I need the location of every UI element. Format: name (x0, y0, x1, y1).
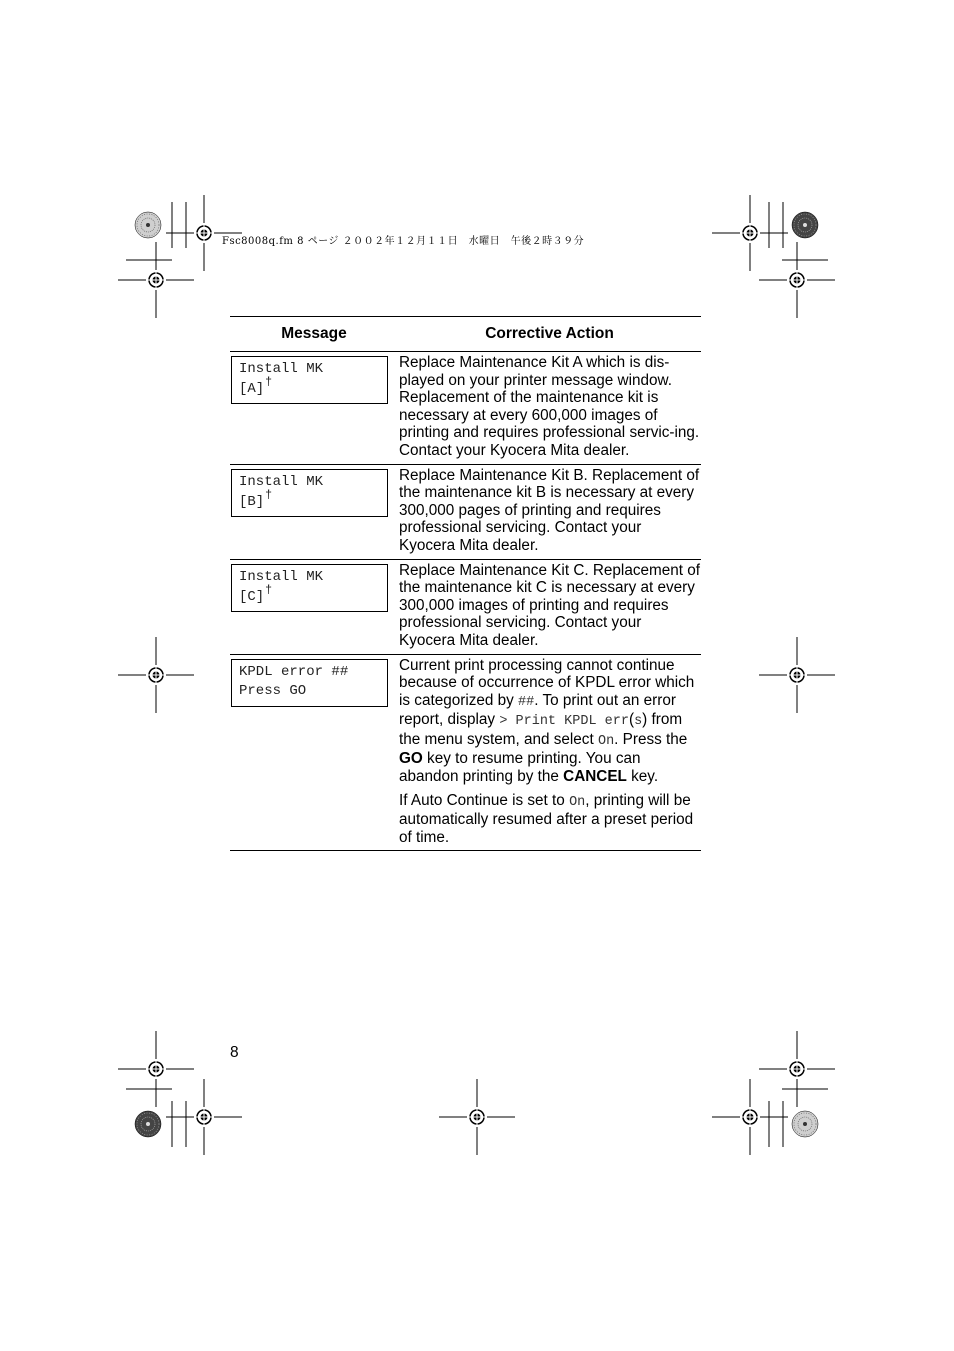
star-target-icon (135, 1111, 161, 1137)
registration-mark-icon (759, 242, 835, 318)
dagger-footnote-mark: † (265, 486, 272, 501)
lcd-line-2: [A] (239, 381, 265, 397)
page-number: 8 (230, 1044, 239, 1061)
registration-mark-icon (166, 1079, 242, 1155)
lcd-message-box (231, 659, 388, 707)
lcd-line-2: Press GO (239, 682, 307, 699)
lcd-message-box (231, 356, 388, 404)
action-paragraph: If Auto Continue is set to On, printing will be automatically resumed after a preset period of time. (399, 791, 694, 846)
table-row (230, 464, 701, 559)
lcd-line-1: Install MK (239, 473, 324, 490)
corrective-action-text: Replace Maintenance Kit C. Replacement of the maintenance kit C is necessary at every 300,000 images of printing and requires professional servicing. Contact your Kyocera Mita dealer. (398, 559, 701, 654)
star-target-icon (135, 212, 161, 238)
table-row (230, 654, 701, 851)
corrective-action-text: Replace Maintenance Kit B. Replacement of the maintenance kit B is necessary at every 300,000 pages of printing and requires professional servicing. Contact your Kyocera Mita dealer. (398, 464, 701, 559)
column-header-corrective-action: Corrective Action (398, 317, 701, 352)
registration-mark-icon (759, 1031, 835, 1107)
registration-mark-icon (118, 1031, 194, 1107)
table-row (230, 559, 701, 654)
lcd-line-2: [B] (239, 493, 265, 510)
file-info-header: Fsc8008q.fm 8 ページ ２００２年１２月１１日 水曜日 午後２時３９分 (222, 236, 585, 247)
message-table (230, 316, 701, 851)
corrective-action-text (398, 654, 701, 851)
dagger-footnote-mark: † (265, 581, 272, 596)
corrective-action-text: Replace Maintenance Kit A which is dis-played on your printer message window. Replacement of the maintenance kit is necessary at every 600,000 images of printing and requires professional servic-ing. Contact your Kyocera Mita dealer. (398, 352, 701, 465)
lcd-line-2: [C] (239, 588, 265, 605)
column-header-message: Message (230, 317, 398, 352)
dagger-footnote-mark: † (265, 374, 272, 388)
registration-mark-icon (118, 637, 194, 713)
registration-mark-icon (118, 242, 194, 318)
star-target-icon (792, 212, 818, 238)
lcd-line-1: KPDL error ## (239, 663, 349, 680)
action-paragraph: Current print processing cannot continue because of occurrence of KPDL error which is categorized by ##. To print out an error report, display > Print KPDL err(s) from the menu system, and select On. Press the GO key to resume printing. You can abandon printing by the CANCEL key. (399, 656, 695, 786)
registration-mark-icon (759, 637, 835, 713)
lcd-line-1: Install MK (239, 361, 324, 377)
registration-mark-icon (712, 1079, 788, 1155)
lcd-message-box (231, 469, 388, 517)
lcd-line-1: Install MK (239, 568, 324, 585)
star-target-icon (792, 1111, 818, 1137)
lcd-message-box (231, 564, 388, 612)
registration-mark-icon (439, 1079, 515, 1155)
registration-mark-icon (712, 195, 788, 271)
table-header-row (230, 317, 701, 352)
table-row (230, 352, 701, 465)
